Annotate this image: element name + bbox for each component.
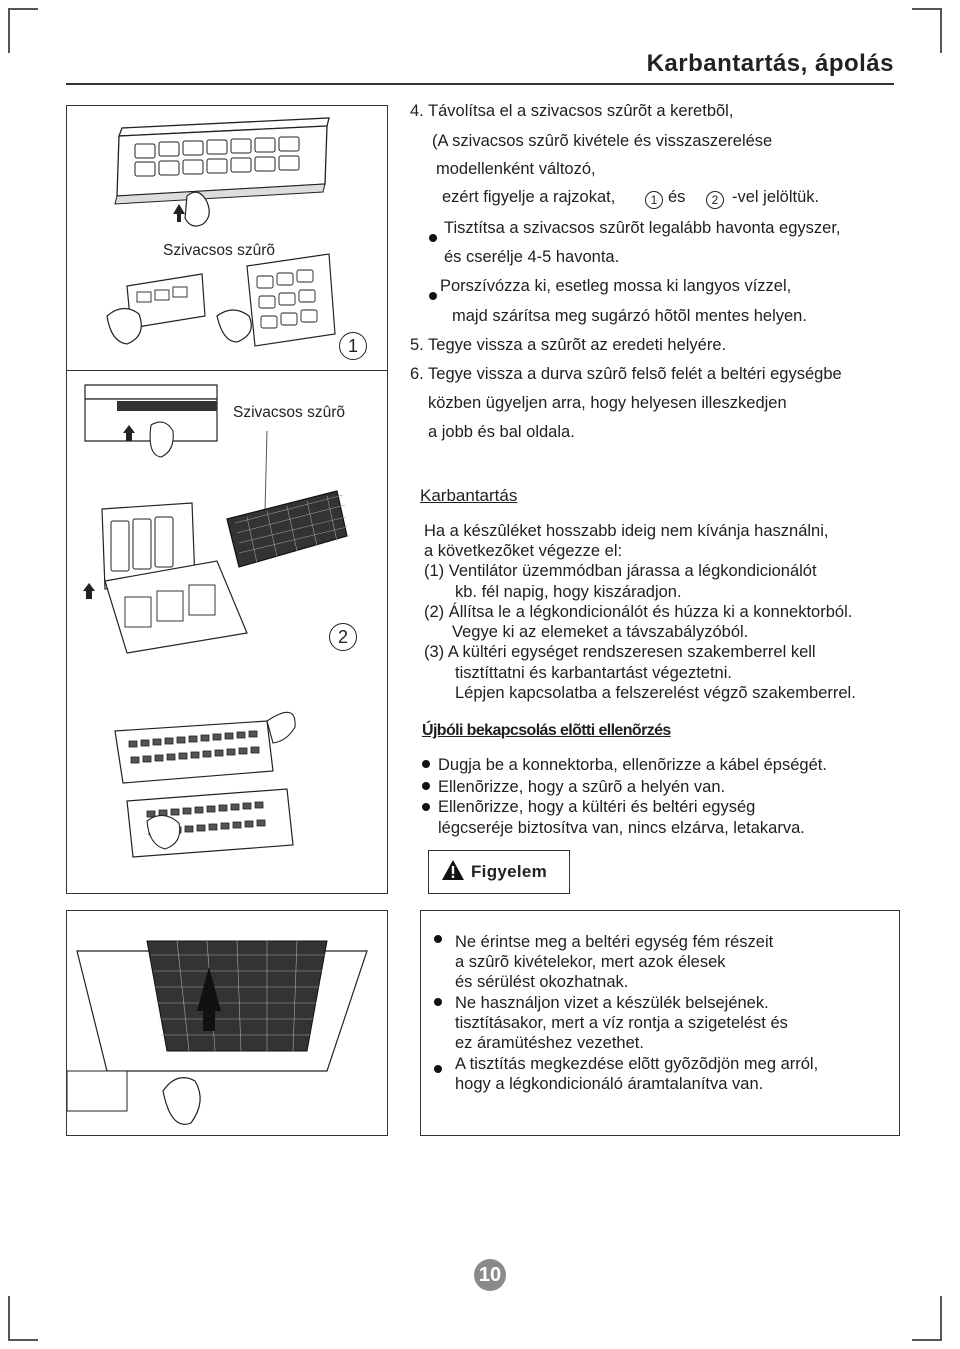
caution-1-line: a szûrõ kivételekor, mert azok élesek [455, 953, 726, 971]
maintenance-heading: Karbantartás [420, 486, 518, 505]
step-4-line4a: ezért figyelje a rajzokat, [442, 188, 616, 206]
caution-3-line: hogy a légkondicionáló áramtalanítva van. [455, 1075, 764, 1093]
figure-number-2: 2 [329, 623, 357, 651]
caution-1-line: Ne érintse meg a beltéri egység fém részeit [455, 933, 774, 951]
maintenance-line: Lépjen kapcsolatba a felszerelést végzõ szakemberrel. [455, 684, 856, 702]
clean-bullet-1-line1: Tisztítsa a szivacsos szûrõt legalább havonta egyszer, [444, 219, 841, 237]
step-4-line1: 4. Távolítsa el a szivacsos szûrõt a keretbõl, [410, 102, 734, 120]
warning-label: Figyelem [471, 862, 548, 881]
filter-label-top: Szivacsos szûrõ [163, 242, 275, 259]
caution-3-line: A tisztítás megkezdése elõtt gyõzõdjön meg arról, [455, 1055, 819, 1073]
warning-triangle-icon [441, 859, 465, 881]
clean-bullet-2-line1: Porszívózza ki, esetleg mossa ki langyos vízzel, [440, 277, 792, 295]
illustration-filter-removal-2 [66, 370, 388, 894]
bullet-dot [434, 935, 442, 943]
maintenance-line: (1) Ventilátor üzemmódban járassa a légkondicionálót [424, 562, 817, 580]
step-5: 5. Tegye vissza a szûrõt az eredeti helyére. [410, 336, 727, 354]
bullet-dot [422, 803, 430, 811]
crop-mark [8, 52, 9, 53]
header-rule [66, 83, 894, 85]
clean-bullet-2-line2: majd szárítsa meg sugárzó hõtõl mentes helyen. [452, 307, 807, 325]
warning-label-box [428, 850, 570, 894]
crop-mark [912, 8, 942, 10]
figure-number-1: 1 [339, 332, 367, 360]
maintenance-line: Vegye ki az elemeket a távszabályzóból. [452, 623, 749, 641]
step-4-line2: (A szivacsos szûrõ kivétele és visszaszerelése [432, 132, 773, 150]
filter-insert-drawing [67, 911, 387, 1135]
illustration-filter-removal-1 [66, 105, 388, 372]
circled-number-2: 2 [706, 191, 724, 209]
filter-label-mid: Szivacsos szûrõ [233, 404, 345, 421]
restart-bullet-2: Ellenõrizze, hogy a szûrõ a helyén van. [438, 778, 726, 796]
restart-check-heading: Újbóli bekapcsolás elõtti ellenõrzés [422, 722, 671, 739]
bullet-dot [422, 760, 430, 768]
bullet-dot [434, 998, 442, 1006]
maintenance-line: kb. fél napig, hogy kiszáradjon. [455, 583, 682, 601]
caution-2-line: tisztításakor, mert a víz rontja a szigetelést és [455, 1014, 788, 1032]
page-number-badge: 10 [474, 1259, 506, 1291]
step-6-line2: közben ügyeljen arra, hogy helyesen illeszkedjen [428, 394, 787, 412]
restart-bullet-1: Dugja be a konnektorba, ellenõrizze a kábel épségét. [438, 756, 827, 774]
crop-mark [8, 1296, 10, 1341]
caution-box [420, 910, 900, 1136]
crop-mark [8, 8, 38, 10]
bullet-dot [429, 234, 437, 242]
circled-number-1: 1 [645, 191, 663, 209]
bullet-dot [434, 1065, 442, 1073]
maintenance-line: Ha a készûléket hosszabb ideig nem kívánja használni, [424, 522, 829, 540]
crop-mark [8, 8, 10, 53]
caution-2-line: Ne használjon vizet a készülék belsejének. [455, 994, 769, 1012]
step-4-line4c: -vel jelöltük. [732, 188, 820, 206]
clean-bullet-1-line2: és cserélje 4-5 havonta. [444, 248, 620, 266]
restart-bullet-3-line2: légcseréje biztosítva van, nincs elzárva, letakarva. [438, 819, 805, 837]
crop-mark [8, 1339, 38, 1341]
crop-mark [940, 1296, 942, 1341]
step-6-line3: a jobb és bal oldala. [428, 423, 575, 441]
restart-bullet-3-line1: Ellenõrizze, hogy a kültéri és beltéri egység [438, 798, 756, 816]
caution-2-line: ez áramütéshez vezethet. [455, 1034, 644, 1052]
bullet-dot [422, 782, 430, 790]
crop-mark [912, 1339, 942, 1341]
maintenance-line: a következõket végezze el: [424, 542, 623, 560]
bullet-dot [429, 292, 437, 300]
illustration-filter-insert [66, 910, 388, 1136]
maintenance-line: tisztíttatni és karbantartást végeztetni. [455, 664, 732, 682]
step-6-line1: 6. Tegye vissza a durva szûrõ felsõ felét a beltéri egységbe [410, 365, 842, 383]
caution-1-line: és sérülést okozhatnak. [455, 973, 629, 991]
filter-removal-drawing [67, 106, 387, 371]
maintenance-line: (2) Állítsa le a légkondicionálót és húzza ki a konnektorból. [424, 603, 853, 621]
crop-mark [940, 8, 942, 53]
step-4-line3: modellenként változó, [436, 160, 596, 178]
maintenance-line: (3) A kültéri egységet rendszeresen szakemberrel kell [424, 643, 816, 661]
page-title: Karbantartás, ápolás [646, 50, 894, 77]
step-4-line4b: és [668, 188, 686, 206]
